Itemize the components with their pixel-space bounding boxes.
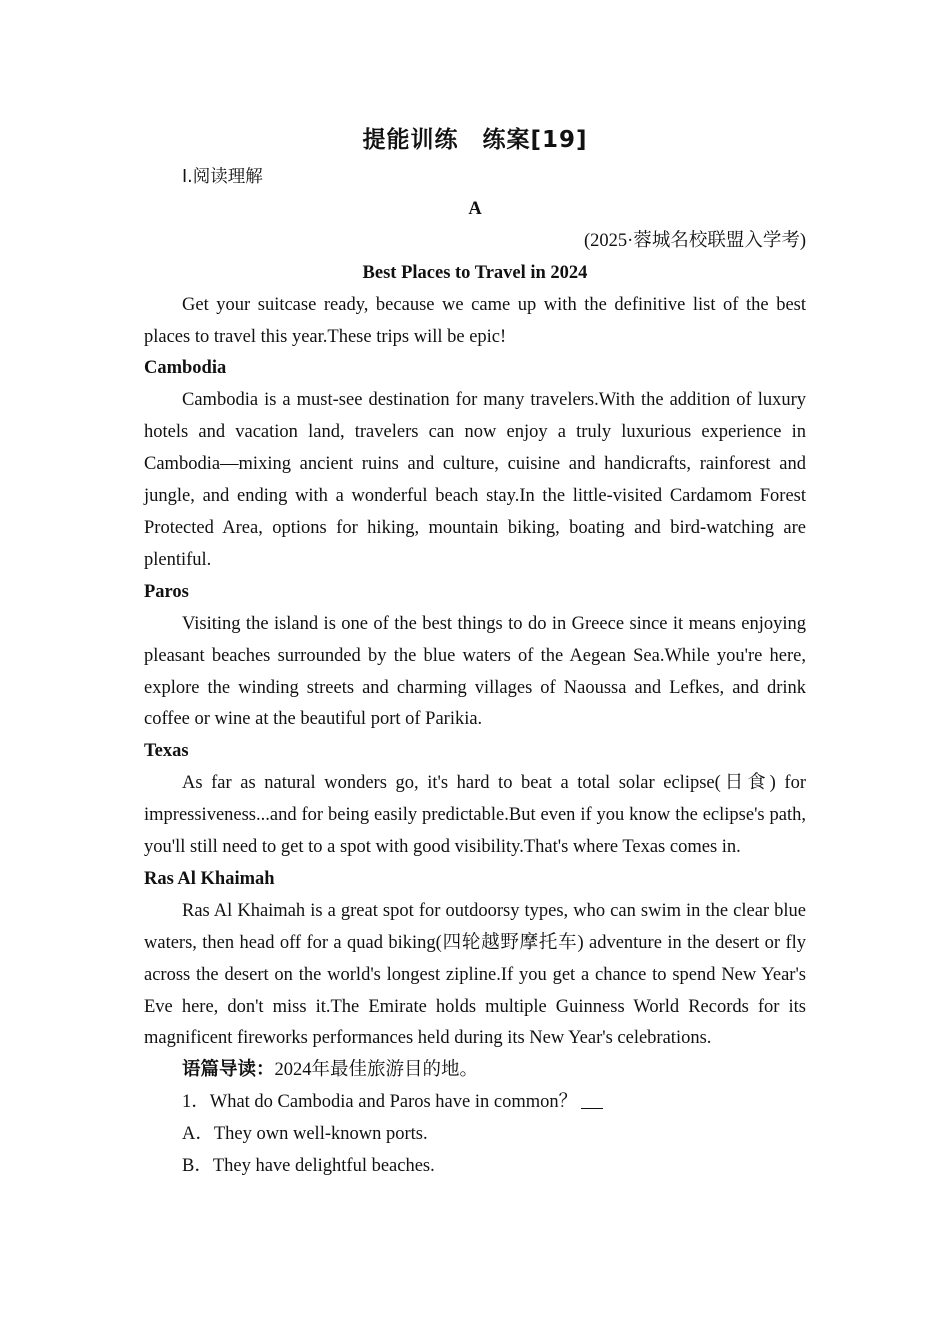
passage-guide	[144, 1055, 806, 1087]
question-stem: 1．What do Cambodia and Paros have in common？	[182, 1092, 578, 1113]
place-text-cambodia: Cambodia is a must-see destination for many travelers.With the addition of luxury hotels and vacation land, travelers can now enjoy a truly luxurious experience in Cambodia—mixing ancient ruins and culture, cuisine and handicrafts, rainforest and jungle, and ending with a wonderful beach stay.In the little-visited Cardamom Forest Protected Area, options for hiking, mountain biking, boating and bird-watching are plentiful.	[144, 390, 806, 570]
section-heading: Ⅰ.阅读理解	[182, 167, 263, 187]
place-text-ras-al-khaimah: Ras Al Khaimah is a great spot for outdoorsy types, who can swim in the clear blue waters, then head off for a quad biking(四轮越野摩托车) adventure in the desert or fly across the desert on the world's longest zipline.If you get a chance to spend New Year's Eve here, don't miss it.The Emirate holds multiple Guinness World Records for its magnificent fireworks performances held during its New Year's celebrations.	[144, 900, 806, 1049]
place-heading-cambodia: Cambodia	[144, 358, 227, 379]
place-heading-paros: Paros	[144, 581, 189, 602]
place-heading-texas: Texas	[144, 741, 189, 762]
intro-paragraph: Get your suitcase ready, because we came up with the definitive list of the best places to travel this year.These trips will be epic!	[144, 294, 806, 347]
answer-blank[interactable]	[581, 1090, 603, 1109]
page-title: 提能训练 练案[19]	[362, 127, 588, 153]
article-title: Best Places to Travel in 2024	[362, 262, 588, 283]
place-heading-ras-al-khaimah: Ras Al Khaimah	[144, 868, 275, 889]
place-text-texas: As far as natural wonders go, it's hard to beat a total solar eclipse(日食) for impressiveness...and for being easily predictable.But even if you know the eclipse's path, you'll still need to get to a spot with good visibility.That's where Texas comes in.	[144, 773, 806, 858]
guide-label: 语篇导读：	[182, 1060, 275, 1081]
guide-text: 2024年最佳旅游目的地。	[274, 1060, 479, 1081]
page-content	[144, 120, 806, 1183]
place-text-paros: Visiting the island is one of the best things to do in Greece since it means enjoying pleasant beaches surrounded by the blue waters of the Aegean Sea.While you're here, explore the winding streets and charming villages of Naoussa and Lefkes, and drink coffee or wine at the beautiful port of Parikia.	[144, 613, 806, 730]
option-b: B．They have delightful beaches.	[182, 1156, 435, 1177]
source-note: (2025·蓉城名校联盟入学考)	[584, 230, 806, 251]
option-a: A．They own well-known ports.	[182, 1124, 428, 1145]
part-label: A	[468, 198, 482, 219]
question-1	[144, 1087, 806, 1119]
